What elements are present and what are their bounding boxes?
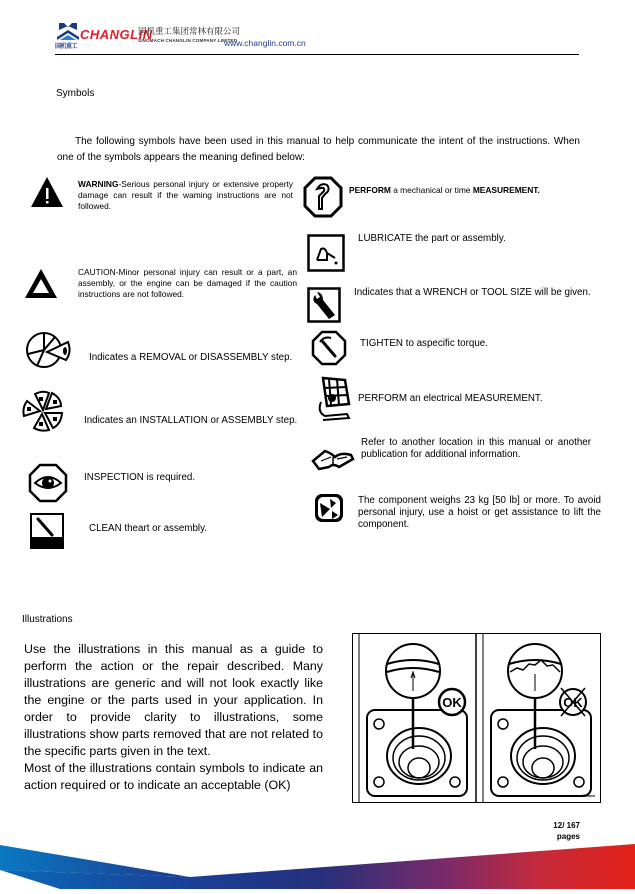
reference-description: Refer to another location in this manual or another publication for additional information. <box>361 437 591 460</box>
heavy-lift-icon <box>314 493 344 528</box>
inspection-description: INSPECTION is required. <box>84 472 196 483</box>
header-divider <box>55 54 579 55</box>
company-name-english: SINOMACH CHANGLIN COMPANY LIMITED <box>138 38 238 43</box>
lubricate-description: LUBRICATE the part or assembly. <box>358 233 506 244</box>
illustrations-paragraph-2: Most of the illustrations contain symbols to indicate an action required or to indicate an acceptable (OK) <box>24 761 323 792</box>
ok-not-ok-illustration <box>352 633 601 803</box>
measurement-caliper-icon <box>303 176 343 223</box>
illustrations-paragraph-1: Use the illustrations in this manual as a guide to perform the action or the repair described. Many illustrations are generic and will not look exactly like the engine or the parts used in your application. In order to provide clarity to illustrations, some illustrations show parts removed that are not related to the specific parts given in the text. <box>24 642 323 758</box>
not-ok-panel <box>483 634 591 802</box>
illustrations-body <box>24 641 323 794</box>
page-total: 167 <box>566 821 580 830</box>
inspection-eye-icon <box>28 463 68 508</box>
warning-triangle-icon <box>30 175 64 214</box>
removal-icon <box>24 330 72 375</box>
ok-label: OK <box>442 695 462 710</box>
electrical-measurement-description: PERFORM an electrical MEASUREMENT. <box>358 393 543 404</box>
warning-description: WARNING-Serious personal injury or extensive property damage can result if the waming instructions are not followed. <box>78 179 293 211</box>
wrench-description: Indicates that a WRENCH or TOOL SIZE will be given. <box>354 287 591 298</box>
logo-chinese-text: 国机重工 <box>55 43 78 50</box>
heavy-lift-description: The component weighs 23 kg [50 lb] or more. To avoid personal injury, use a hoist or get assistance to lift the component. <box>358 495 601 530</box>
figure-code: f00mm <box>582 793 595 798</box>
warning-label: WARNING <box>78 179 119 189</box>
page-label: pages <box>556 832 580 841</box>
page-number: 12/ 167 pages <box>540 820 580 842</box>
installation-icon <box>21 388 67 439</box>
symbols-intro: The following symbols have been used in this manual to help communicate the intent of the instructions. When one of the symbols appears the meaning defined below: <box>57 136 580 163</box>
ok-panel <box>359 634 467 802</box>
company-name-chinese: 国机重工集团常林有限公司 <box>138 27 241 37</box>
lubricate-oilcan-icon <box>307 234 345 277</box>
footer-swoosh <box>0 840 635 889</box>
clean-description: CLEAN theart or assembly. <box>89 523 207 534</box>
website-link[interactable]: www.changlin.com.cn <box>224 38 306 48</box>
section-title-symbols: Symbols <box>56 88 95 99</box>
clean-icon <box>30 513 64 554</box>
mechanical-measurement-description: PERFORM a mechanical or time MEASUREMENT. <box>349 185 540 195</box>
page-current: 12 <box>553 821 563 830</box>
brand-name: CHANGLIN <box>80 27 153 42</box>
torque-description: TIGHTEN to aspecific torque. <box>360 338 488 349</box>
caution-triangle-icon <box>24 266 58 305</box>
wrench-icon <box>307 287 341 328</box>
electrical-meter-icon <box>313 376 353 427</box>
torque-icon <box>311 330 347 371</box>
not-ok-label: OK <box>563 695 583 710</box>
caution-description: CAUTION-Minor personal injury can result or a part, an assembly, or the engine can be damaged if the caution instructions are not followed. <box>78 267 297 299</box>
book-reference-icon <box>311 447 355 476</box>
installation-description: Indicates an INSTALLATION or ASSEMBLY step. <box>84 415 298 426</box>
section-title-illustrations: Illustrations <box>22 614 73 625</box>
removal-description: Indicates a REMOVAL or DISASSEMBLY step. <box>89 352 293 363</box>
